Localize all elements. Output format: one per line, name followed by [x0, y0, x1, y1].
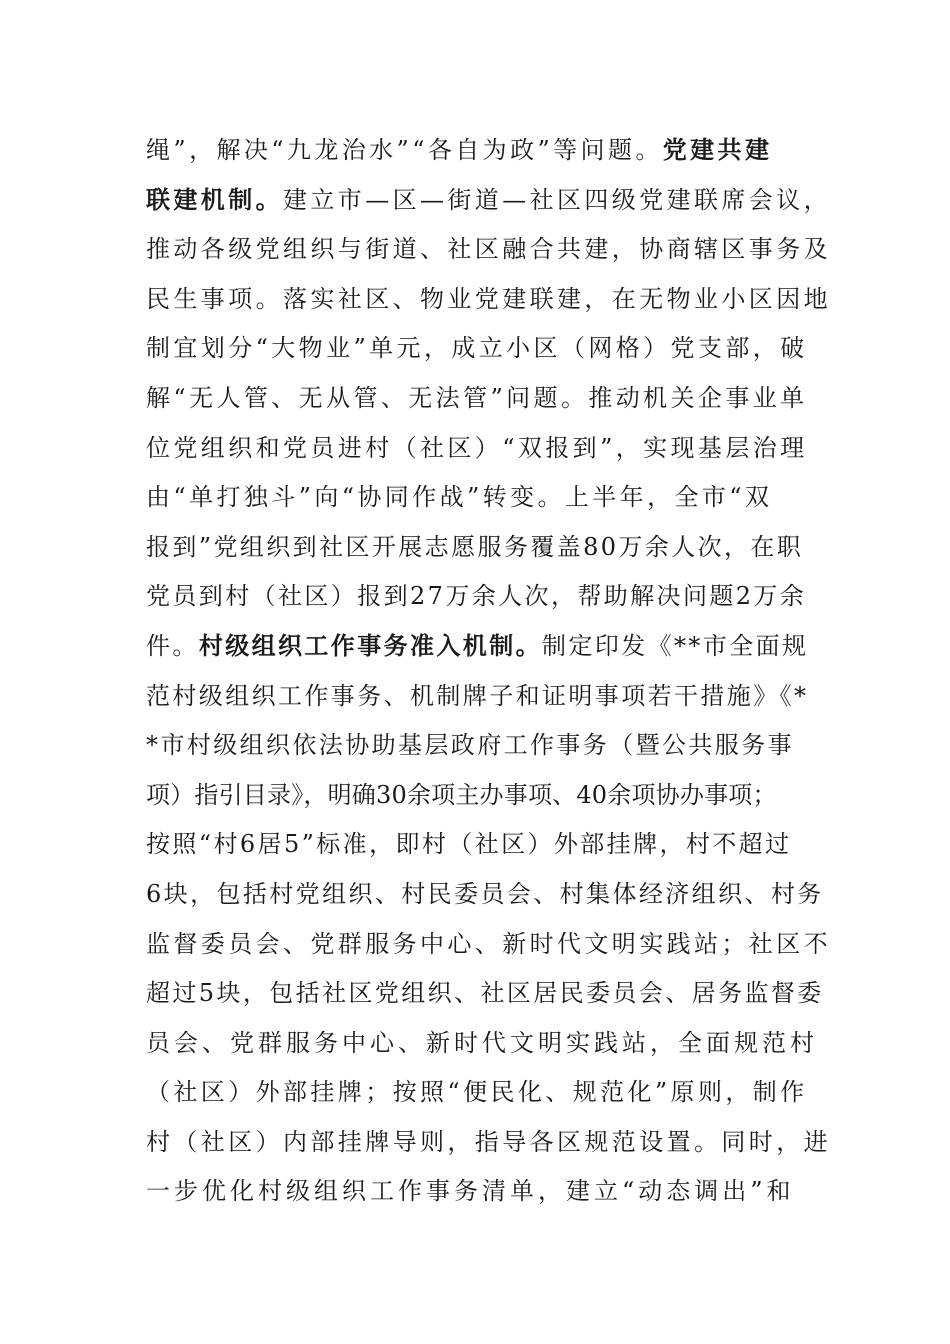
text-run: 制定印发《**市全面规	[542, 631, 809, 660]
text-line	[146, 969, 824, 1019]
text-run: 按照“村6居5”标准，即村（社区）外部挂牌，村不超过	[146, 830, 792, 859]
text-run: 解“无人管、无从管、无法管”问题。推动机关企事业单	[146, 383, 808, 412]
text-run: 制宜划分“大物业”单元，成立小区（网格）党支部，破	[146, 334, 808, 363]
text-line	[146, 1019, 818, 1069]
text-run: 绳”，解决“九龙治水”“各自为政”等问题。	[146, 136, 663, 164]
text-run: 由“单打独斗”向“协同作战”转变。上半年，全市“双	[146, 483, 773, 512]
text-run: 项）指引目录》，明确30余项主办事项、40余项协办事项；	[146, 780, 777, 809]
text-run: （社区）外部挂牌；按照“便民化、规范化”原则，制作	[146, 1078, 808, 1107]
text-line	[146, 176, 831, 226]
text-run: 党员到村（社区）报到27万余人次，帮助解决问题2万余	[146, 582, 807, 611]
text-line	[146, 920, 831, 970]
text-run: 一步优化村级组织工作事务清单，建立“动态调出”和	[146, 1177, 795, 1206]
text-line	[146, 672, 810, 722]
text-line	[146, 523, 810, 573]
text-run: 6块，包括村党组织、村民委员会、村集体经济组织、村务	[146, 879, 824, 908]
bold-heading-run: 联建机制。	[146, 185, 283, 214]
text-line	[146, 1068, 810, 1118]
text-run: 位党组织和党员进村（社区）“双报到”，实现基层治理	[146, 433, 808, 462]
text-line	[146, 721, 810, 771]
text-run: 范村级组织工作事务、机制牌子和证明事项若干措施》《*	[146, 681, 809, 710]
body-paragraph	[146, 126, 831, 1217]
text-run: 件。	[146, 631, 199, 660]
text-line	[146, 1167, 810, 1217]
text-line	[146, 1118, 831, 1168]
text-run: 报到”党组织到社区开展志愿服务覆盖80万余人次，在职	[146, 532, 804, 561]
text-line	[146, 275, 831, 325]
bold-heading-run: 党建共建	[662, 136, 773, 164]
text-line	[146, 870, 824, 920]
text-line	[146, 771, 810, 821]
text-line	[146, 374, 810, 424]
text-run: 监督委员会、党群服务中心、新时代文明实践站；社区不	[146, 929, 831, 958]
text-run: 建立市—区—街道—社区四级党建联席会议，	[283, 185, 831, 214]
text-run: 民生事项。落实社区、物业党建联建，在无物业小区因地	[146, 284, 831, 313]
text-run: *市村级组织依法协助基层政府工作事务（暨公共服务事	[146, 731, 794, 760]
text-line	[146, 473, 810, 523]
text-line	[146, 126, 810, 176]
text-line	[146, 572, 810, 622]
text-run: 推动各级党组织与街道、社区融合共建，协商辖区事务及	[146, 235, 831, 264]
text-line	[146, 820, 810, 870]
text-run: 员会、党群服务中心、新时代文明实践站，全面规范村	[146, 1028, 818, 1057]
text-run: 超过5块，包括社区党组织、社区居民委员会、居务监督委	[146, 979, 824, 1008]
text-line	[146, 324, 810, 374]
text-line	[146, 622, 810, 672]
text-line	[146, 225, 831, 275]
text-line	[146, 424, 810, 474]
bold-heading-run: 村级组织工作事务准入机制。	[198, 631, 543, 660]
text-run: 村（社区）内部挂牌导则，指导各区规范设置。同时，进	[146, 1127, 831, 1156]
